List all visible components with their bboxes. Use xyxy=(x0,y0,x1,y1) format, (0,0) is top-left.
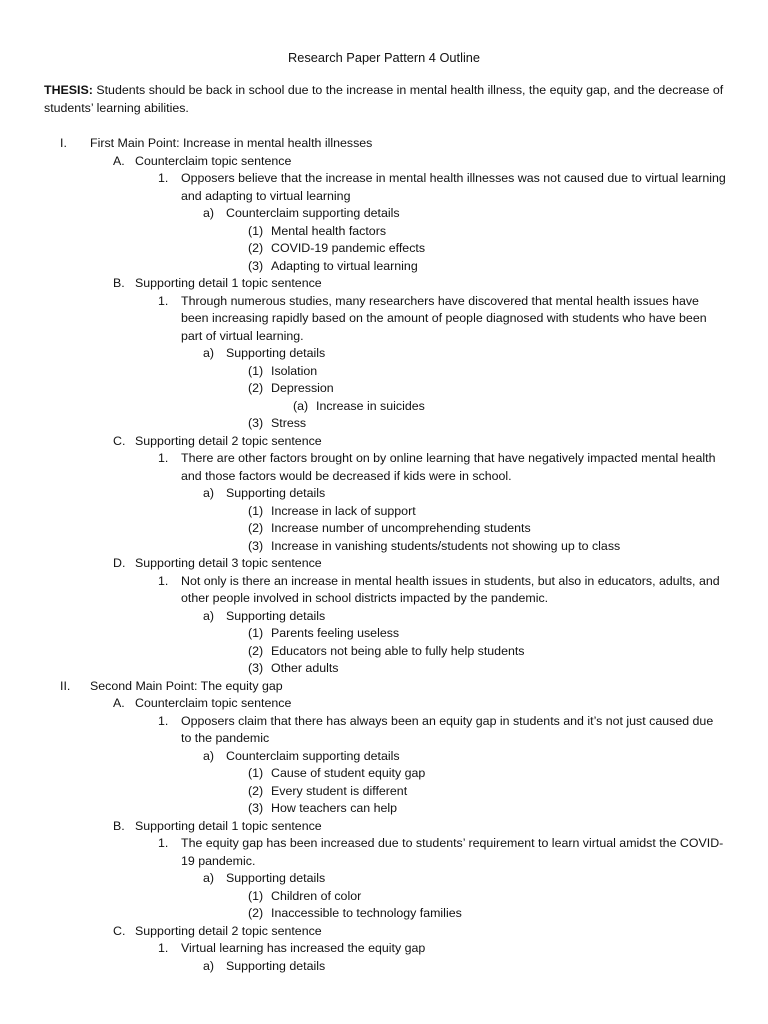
outline-item-lettered-detail xyxy=(0,748,768,766)
outline-text: Cause of student equity gap xyxy=(271,766,426,780)
outline-text: Virtual learning has increased the equity gap xyxy=(181,941,426,955)
outline-item-sub-point xyxy=(0,433,768,451)
outline-text: Second Main Point: The equity gap xyxy=(90,678,283,693)
outline-text: Isolation xyxy=(271,363,318,378)
outline-item-numbered-point xyxy=(0,713,768,748)
outline-item-numbered-detail xyxy=(0,380,768,398)
outline-item-sub-point xyxy=(0,153,768,171)
outline-marker: a) xyxy=(203,346,215,360)
outline-item-sub-detail xyxy=(0,398,768,416)
outline-marker: (3) xyxy=(248,661,264,675)
outline-marker: 1. xyxy=(158,573,169,588)
outline-marker: (1) xyxy=(248,223,264,238)
outline-marker: (1) xyxy=(248,363,264,378)
outline-marker: (1) xyxy=(248,626,264,640)
outline-text: Supporting details xyxy=(226,346,326,360)
outline-item-numbered-detail xyxy=(0,625,768,643)
outline-item-numbered-detail xyxy=(0,415,768,433)
outline-marker: a) xyxy=(203,958,215,973)
outline-text: Other adults xyxy=(271,661,339,675)
outline-text: Supporting detail 1 topic sentence xyxy=(135,276,322,290)
outline-marker: 1. xyxy=(158,836,169,850)
outline-marker: (2) xyxy=(248,643,264,658)
outline-text: Not only is there an increase in mental health issues in students, but also in educators, adults, and other people involved in school districts impacted by the pandemic. xyxy=(181,573,720,605)
outline-text: First Main Point: Increase in mental health illnesses xyxy=(90,136,373,150)
outline-marker: D. xyxy=(113,556,126,570)
outline-item-lettered-detail xyxy=(0,485,768,503)
outline-text: Supporting detail 2 topic sentence xyxy=(135,923,322,938)
outline-item-numbered-point xyxy=(0,170,768,205)
thesis-statement xyxy=(44,82,734,117)
outline-marker: (a) xyxy=(293,398,309,413)
outline-marker: (2) xyxy=(248,783,264,798)
outline-item-numbered-detail xyxy=(0,240,768,258)
outline-item-numbered-point xyxy=(0,573,768,608)
outline-text: Supporting details xyxy=(226,871,326,885)
outline-text: Educators not being able to fully help students xyxy=(271,643,525,658)
outline-marker: (3) xyxy=(248,416,264,430)
outline-text: Increase number of uncomprehending students xyxy=(271,521,531,535)
outline-item-lettered-detail xyxy=(0,345,768,363)
outline-marker: B. xyxy=(113,276,125,290)
outline-text: Increase in suicides xyxy=(316,398,425,413)
outline-text: How teachers can help xyxy=(271,801,398,815)
outline-text: Supporting details xyxy=(226,608,326,623)
outline-marker: (2) xyxy=(248,381,264,395)
outline-text: The equity gap has been increased due to students’ requirement to learn virtual amidst the COVID-19 pandemic. xyxy=(181,836,724,868)
outline-item-lettered-detail xyxy=(0,205,768,223)
outline-text: Counterclaim supporting details xyxy=(226,206,400,220)
outline-item-numbered-detail xyxy=(0,520,768,538)
outline-item-lettered-detail xyxy=(0,608,768,626)
thesis-label: THESIS: xyxy=(44,83,93,97)
outline-text: Opposers claim that there has always been an equity gap in students and it’s not just caused due to the pandemic xyxy=(181,713,714,745)
outline-marker: (1) xyxy=(248,888,264,903)
outline-marker: (3) xyxy=(248,801,264,815)
outline-text: Opposers believe that the increase in mental health illnesses was not caused due to virtual learning and adapting to virtual learning xyxy=(181,171,726,203)
outline-marker: (2) xyxy=(248,241,264,255)
outline-item-numbered-detail xyxy=(0,905,768,923)
outline-text: Stress xyxy=(271,416,307,430)
outline-marker: 1. xyxy=(158,941,169,955)
outline-text: There are other factors brought on by online learning that have negatively impacted mental health and those factors would be decreased if kids were in school. xyxy=(181,451,716,483)
outline-marker: 1. xyxy=(158,713,169,728)
outline-marker: a) xyxy=(203,748,215,763)
outline-text: Counterclaim topic sentence xyxy=(135,696,292,710)
outline-text: Children of color xyxy=(271,888,362,903)
outline-item-numbered-point xyxy=(0,293,768,346)
outline-marker: (3) xyxy=(248,258,264,273)
outline-marker: a) xyxy=(203,486,215,500)
outline-list xyxy=(0,135,768,975)
outline-text: Counterclaim supporting details xyxy=(226,748,400,763)
outline-item-sub-point xyxy=(0,695,768,713)
outline-text: Supporting detail 3 topic sentence xyxy=(135,556,322,570)
outline-marker: a) xyxy=(203,871,215,885)
thesis-text: Students should be back in school due to the increase in mental health illness, the equity gap, and the decrease of students’ learning abilities. xyxy=(44,83,724,115)
outline-text: Every student is different xyxy=(271,783,408,798)
outline-item-sub-point xyxy=(0,818,768,836)
outline-text: Increase in vanishing students/students not showing up to class xyxy=(271,538,621,553)
outline-item-numbered-detail xyxy=(0,258,768,276)
outline-text: Increase in lack of support xyxy=(271,503,416,518)
outline-item-numbered-detail xyxy=(0,783,768,801)
outline-item-numbered-point xyxy=(0,450,768,485)
outline-marker: I. xyxy=(60,136,67,150)
outline-item-numbered-detail xyxy=(0,223,768,241)
outline-text: Mental health factors xyxy=(271,223,387,238)
outline-item-main-point xyxy=(0,678,768,696)
outline-text: Through numerous studies, many researchers have discovered that mental health issues have been increasing rapidly based on the amount of people diagnosed with students who have been part of virtual learning. xyxy=(181,293,707,343)
outline-item-sub-point xyxy=(0,923,768,941)
outline-marker: (3) xyxy=(248,538,264,553)
outline-item-numbered-detail xyxy=(0,765,768,783)
outline-marker: (1) xyxy=(248,766,264,780)
outline-text: Adapting to virtual learning xyxy=(271,258,418,273)
outline-text: COVID-19 pandemic effects xyxy=(271,241,426,255)
outline-item-numbered-detail xyxy=(0,800,768,818)
outline-text: Supporting details xyxy=(226,486,326,500)
outline-text: Parents feeling useless xyxy=(271,626,400,640)
outline-item-main-point xyxy=(0,135,768,153)
outline-marker: 1. xyxy=(158,171,169,185)
outline-item-numbered-detail xyxy=(0,363,768,381)
outline-text: Supporting detail 2 topic sentence xyxy=(135,433,322,448)
outline-marker: C. xyxy=(113,923,126,938)
outline-item-sub-point xyxy=(0,275,768,293)
outline-item-numbered-detail xyxy=(0,888,768,906)
outline-marker: B. xyxy=(113,818,125,833)
outline-marker: (2) xyxy=(248,906,264,920)
outline-item-numbered-detail xyxy=(0,503,768,521)
outline-marker: A. xyxy=(113,696,125,710)
outline-item-sub-point xyxy=(0,555,768,573)
outline-text: Counterclaim topic sentence xyxy=(135,153,292,168)
outline-item-numbered-point xyxy=(0,940,768,958)
outline-marker: II. xyxy=(60,678,71,693)
outline-text: Supporting details xyxy=(226,958,326,973)
outline-text: Depression xyxy=(271,381,334,395)
outline-marker: a) xyxy=(203,206,215,220)
outline-text: Inaccessible to technology families xyxy=(271,906,462,920)
outline-item-numbered-detail xyxy=(0,538,768,556)
outline-item-lettered-detail xyxy=(0,958,768,976)
outline-marker: a) xyxy=(203,608,215,623)
outline-item-numbered-detail xyxy=(0,660,768,678)
outline-marker: C. xyxy=(113,433,126,448)
outline-item-lettered-detail xyxy=(0,870,768,888)
outline-marker: 1. xyxy=(158,451,169,465)
document-title: Research Paper Pattern 4 Outline xyxy=(287,50,481,65)
outline-marker: 1. xyxy=(158,293,169,308)
outline-marker: (1) xyxy=(248,503,264,518)
outline-text: Supporting detail 1 topic sentence xyxy=(135,818,322,833)
outline-item-numbered-point xyxy=(0,835,768,870)
outline-item-numbered-detail xyxy=(0,643,768,661)
outline-marker: (2) xyxy=(248,521,264,535)
outline-marker: A. xyxy=(113,153,125,168)
